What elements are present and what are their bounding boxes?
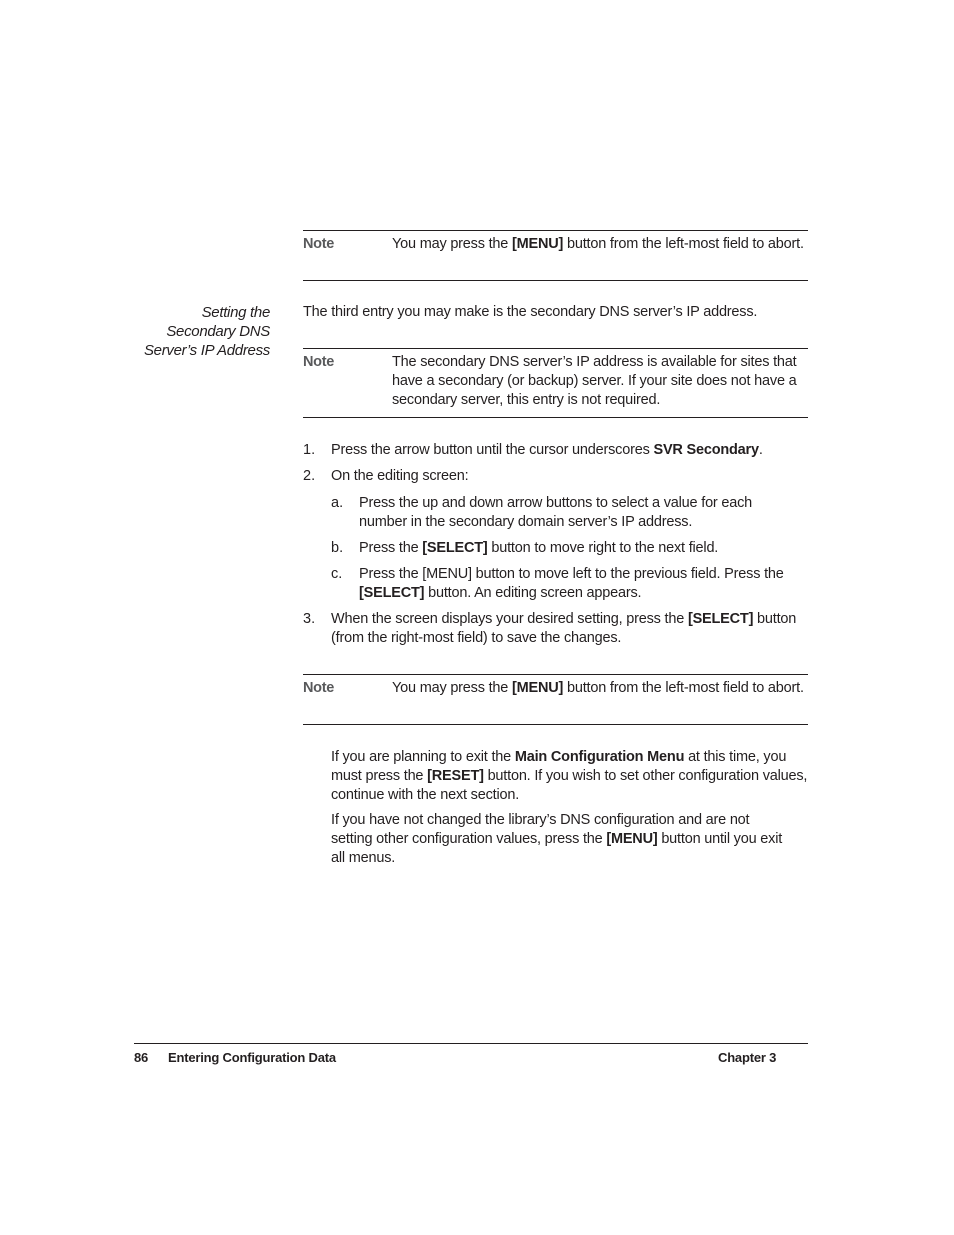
exit-line1-pre: If you are planning to exit the [331,749,515,765]
side-heading-line3: Server’s IP Address [143,342,270,359]
step1-text-post: . [758,442,763,458]
exit-paragraph [331,748,808,805]
footer-rule [134,1043,808,1044]
step2b-text-post: button to move right to the next field. [487,540,719,556]
note1-top-rule [303,230,808,231]
step1-text-bold: SVR Secondary [653,442,759,458]
exit-line1-bold: Main Configuration Menu [514,749,685,765]
note2-line2: have a secondary (or backup) server. If your site does not have a [392,373,797,389]
note1-text-bold: [MENU] [512,236,564,252]
step3-number: 3. [303,611,316,627]
exit-paragraph-line1 [331,748,808,767]
menu-paragraph-line1: If you have not changed the library’s DNS configuration and are not [331,812,750,828]
step1-number: 1. [303,442,316,458]
step2c-line2-bold: [SELECT] [359,585,425,601]
exit-line2-bold: [RESET] [427,768,484,784]
note2-bottom-rule [303,417,808,418]
menu-paragraph [331,811,808,868]
note3-top-rule [303,674,808,675]
step2b-letter: b. [331,540,344,556]
exit-line2-post: button. If you wish to set other configuration values, [483,768,808,784]
footer-page-number: 86 [134,1050,149,1065]
step3-line1 [331,610,796,629]
step2c-line1: Press the [MENU] button to move left to the previous field. Press the [359,566,784,582]
step2c-line2-post: button. An editing screen appears. [424,585,642,601]
footer-chapter: Chapter 3 [718,1050,777,1065]
step1-text [331,441,763,460]
step3-line2: (from the right-most field) to save the changes. [331,630,622,646]
step2-number: 2. [303,468,316,484]
intro-paragraph: The third entry you may make is the secondary DNS server’s IP address. [303,304,758,320]
note2-label: Note [303,354,335,370]
step3-line1-post: button [753,611,797,627]
note1-text-post: button from the left-most field to abort. [563,236,804,252]
step2b-text-bold: [SELECT] [422,540,488,556]
note2-text [392,353,808,410]
menu-paragraph-line3: all menus. [331,850,396,866]
step2c-letter: c. [331,566,343,582]
menu-paragraph-line2 [331,830,808,849]
menu-line2-post: button until you exit [657,831,783,847]
note1-text-pre: You may press the [392,236,512,252]
side-heading-line1: Setting the [201,304,270,321]
side-heading-line2: Secondary DNS [166,323,270,340]
step2-text: On the editing screen: [331,468,469,484]
note3-text-post: button from the left-most field to abort. [563,680,804,696]
exit-paragraph-line2 [331,767,808,786]
menu-line2-pre: setting other configuration values, press the [331,831,607,847]
step2a-letter: a. [331,495,344,511]
step2b-text [359,539,718,558]
step2b-text-pre: Press the [359,540,423,556]
exit-line1-post: at this time, you [684,749,787,765]
exit-paragraph-line3: continue with the next section. [331,787,520,803]
step2c-line2 [359,584,784,603]
footer-section-title: Entering Configuration Data [168,1050,336,1065]
note1-label: Note [303,236,335,252]
exit-line2-pre: must press the [331,768,428,784]
note3-label: Note [303,680,335,696]
note3-bottom-rule [303,724,808,725]
step3-line1-pre: When the screen displays your desired setting, press the [331,611,688,627]
note2-line3: secondary server, this entry is not required. [392,392,661,408]
note2-top-rule [303,348,808,349]
step3-text [331,610,796,648]
note3-text-bold: [MENU] [512,680,564,696]
menu-line2-bold: [MENU] [606,831,658,847]
note2-line1: The secondary DNS server’s IP address is available for sites that [392,354,797,370]
note1-bottom-rule [303,280,808,281]
note3-text [392,679,808,698]
note1-text [392,235,808,254]
step1-text-pre: Press the arrow button until the cursor underscores [331,442,654,458]
note3-text-pre: You may press the [392,680,512,696]
side-heading [120,303,270,360]
step2a-line1: Press the up and down arrow buttons to select a value for each [359,495,753,511]
step2a-line2: number in the secondary domain server’s IP address. [359,514,693,530]
step3-line1-bold: [SELECT] [687,611,754,627]
step2c-text [359,565,784,603]
step2a-text [359,494,752,532]
